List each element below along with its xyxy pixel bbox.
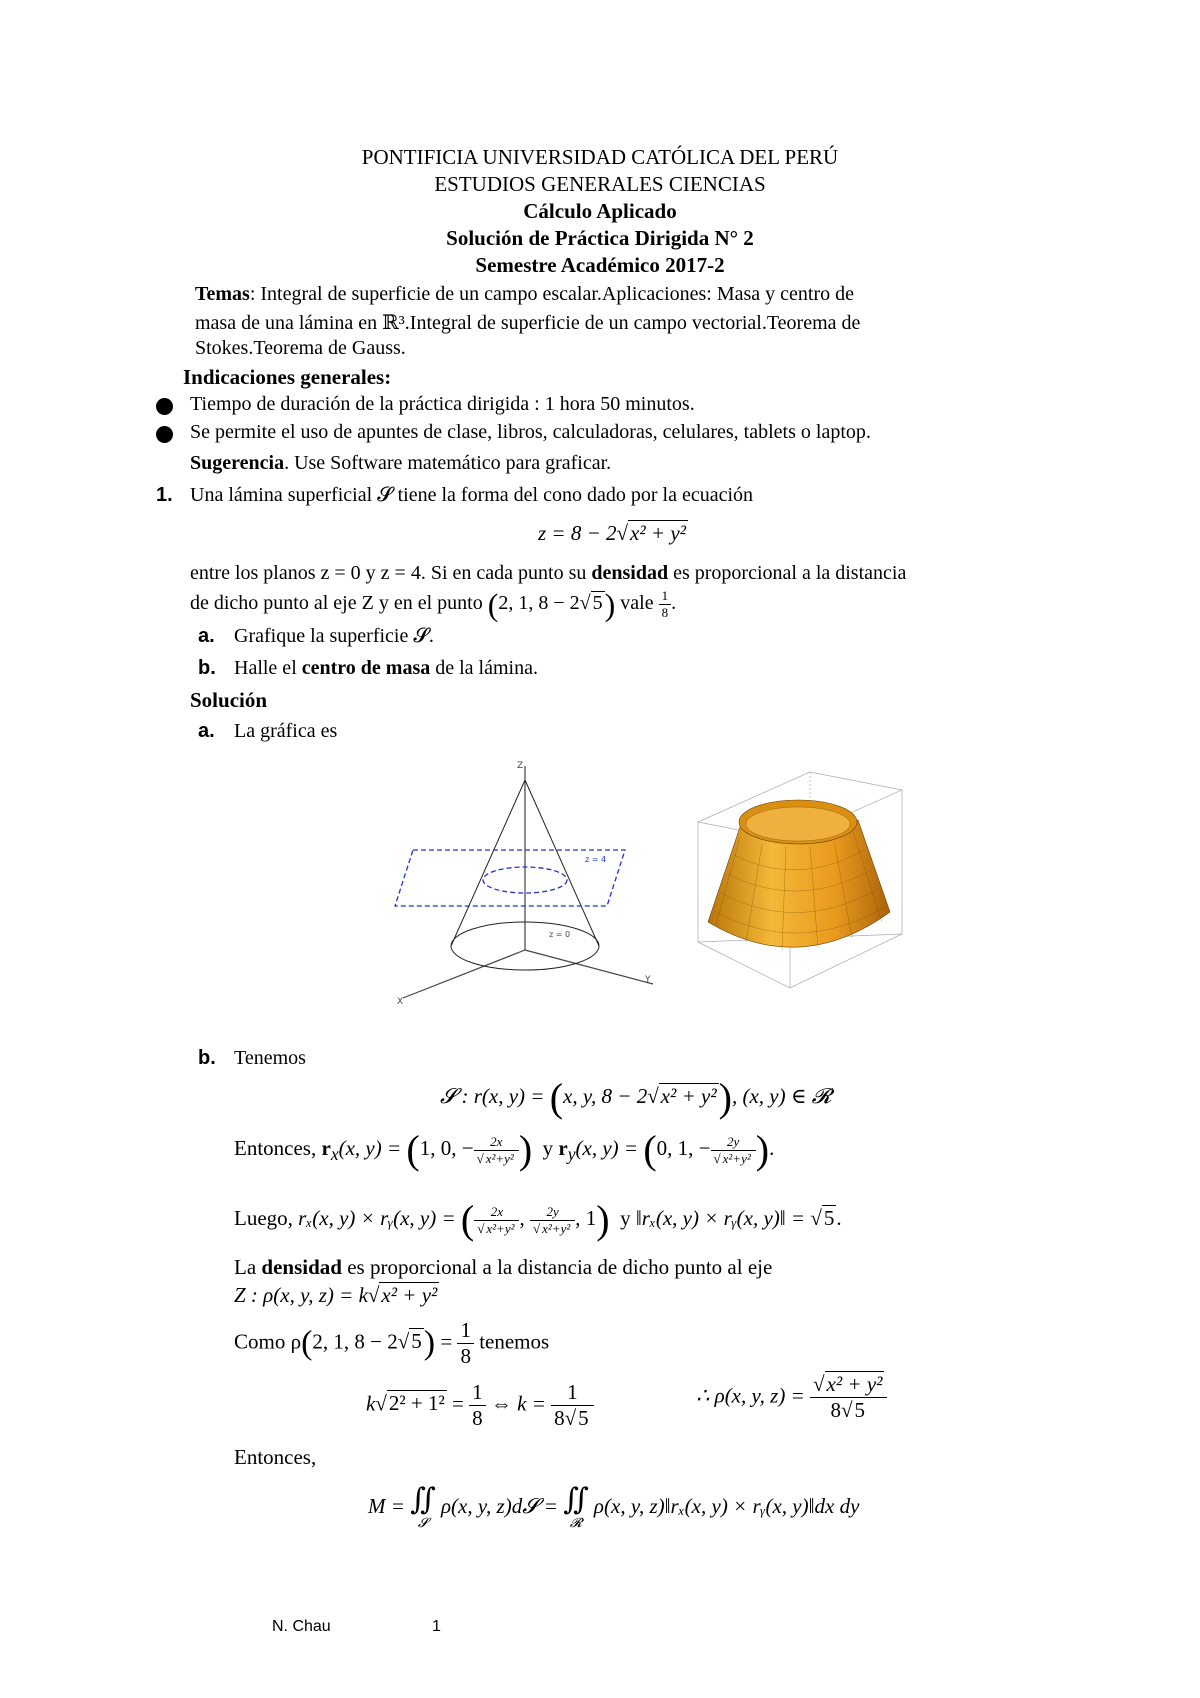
course-name: Cálculo Aplicado [523, 199, 677, 223]
como-radicand: 5 [411, 1329, 422, 1354]
problem-line-3: de dicho punto al eje Z y en el punto (2, 1, 8 − 2√ 5) vale $\frac{1}{8}$ . [190, 586, 677, 623]
k-denominator-2: 8 [554, 1406, 565, 1430]
como-point: 2, 1, 8 − 2 [312, 1329, 398, 1354]
ry-fraction: $\frac{2y}{\text{√ x²+y²}}$ [711, 1134, 756, 1167]
indicaciones-heading: Indicaciones generales: [183, 365, 392, 389]
integral-domain-r: 𝓡 [569, 1515, 582, 1530]
mass-lhs: M = [368, 1493, 411, 1518]
ry-args: (x, y) = [575, 1135, 644, 1160]
mass-rhs: ρ(x, y, z)‖rₓ(x, y) × rᵧ(x, y)‖dx dy [593, 1493, 860, 1518]
rho-denominator-radicand: 5 [854, 1398, 865, 1422]
rho-radicand: x² + y² [381, 1283, 438, 1307]
part-a-label: a. [198, 625, 215, 647]
k-symbol: k [366, 1391, 376, 1416]
cross-end: , 1 [575, 1205, 597, 1230]
cone-equation: z = 8 − 2√x² + y² [538, 521, 686, 545]
temas-line-1 [195, 283, 854, 306]
integral-domain-s: 𝓢 [417, 1515, 428, 1530]
bullet-icon [156, 426, 173, 443]
university-name: PONTIFICIA UNIVERSIDAD CATÓLICA DEL PERÚ [361, 145, 839, 169]
indicacion-item: Tiempo de duración de la práctica dirigida : 1 hora 50 minutos. [190, 393, 695, 415]
centro-de-masa-term: centro de masa [301, 657, 431, 679]
problem-number: 1. [156, 484, 173, 506]
frustum-3d-plot [690, 762, 910, 1002]
point-radicand: 5 [592, 592, 603, 615]
k-fraction-2: $\frac{1}{8√5}$ [551, 1380, 594, 1431]
param-domain: , (x, y) ∈ 𝓡 [731, 1083, 832, 1108]
rho-numerator-radicand: x² + y² [826, 1372, 883, 1396]
equation-lhs: z = 8 − 2 [538, 521, 617, 545]
faculty-name: ESTUDIOS GENERALES CIENCIAS [434, 172, 766, 196]
part-a-text: Grafique la superficie 𝓢. [234, 625, 434, 647]
k-fraction-1 [469, 1380, 486, 1431]
double-integral-symbol: ∬ [410, 1483, 436, 1516]
sugerencia-label: Sugerencia [190, 452, 285, 474]
ry-denominator: x²+y² [722, 1150, 751, 1166]
densidad-text-a: La [234, 1255, 262, 1279]
param-lhs: 𝓢 : r(x, y) = [440, 1083, 550, 1108]
temas-text-2a: masa de una lámina en [195, 312, 383, 334]
solution-heading: Solución [190, 688, 268, 712]
rx-fraction: $\frac{2x}{\text{√ x²+y²}}$ [474, 1134, 519, 1167]
rx-subscript: x [330, 1144, 339, 1164]
rx-components: 1, 0, − [419, 1135, 474, 1160]
entonces-line: Entonces, [234, 1445, 317, 1469]
temas-label: Temas [195, 283, 250, 305]
part-b-text [234, 657, 538, 680]
cross-denominator-1: x²+y² [486, 1220, 515, 1236]
ry-numerator: 2y [711, 1134, 756, 1151]
plane-z0-label: z = 0 [549, 930, 571, 939]
parametrization-equation: 𝓢 : r(x, y) = (x, y, 8 − 2√x² + y²), (x, y) ∈ 𝓡 [440, 1075, 832, 1120]
como-denominator: 8 [460, 1344, 471, 1368]
document-title: Solución de Práctica Dirigida N° 2 [446, 226, 754, 250]
mass-integral-equation [368, 1485, 859, 1531]
norm-radicand: 5 [823, 1205, 835, 1230]
solution-b-label: b. [198, 1047, 216, 1069]
luego-word: Luego, [234, 1205, 293, 1230]
k-numerator-2: 1 [551, 1380, 594, 1406]
temas-text-1: : Integral de superficie de un campo escalar.Aplicaciones: Masa y centro de [249, 283, 855, 305]
conjunction-y: y [620, 1205, 631, 1230]
ry-subscript: y [567, 1144, 576, 1164]
y-axis-label: Y [645, 975, 651, 985]
densidad-term: densidad [261, 1255, 342, 1279]
temas-line-3: Stokes.Teorema de Gauss. [195, 337, 406, 359]
densidad-line [234, 1255, 772, 1280]
semester-label: Semestre Académico 2017-2 [475, 253, 725, 277]
k-denominator-radicand: 5 [578, 1406, 589, 1430]
problem-statement: Una lámina superficial 𝓢 tiene la forma del cono dado por la ecuación [190, 484, 754, 506]
densidad-text-b: es proporcional a la distancia de dicho punto al eje [341, 1255, 773, 1279]
sugerencia-line [190, 452, 611, 475]
value-fraction [659, 588, 672, 621]
mass-middle: ρ(x, y, z)d𝓢 = [440, 1493, 564, 1518]
cross-product-line: Luego, rₓ(x, y) × rᵧ(x, y) = ( $\frac{2x}{\text{√ x²+y²}}$ , $\frac{2y}{\text{√ x²+y²}}$ , 1) y ‖rₓ(x, y) × rᵧ(x, y)‖ = √5. [234, 1197, 842, 1242]
como-fraction [457, 1318, 474, 1369]
indicacion-item: Se permite el uso de apuntes de clase, libros, calculadoras, celulares, tablets o laptop. [190, 421, 871, 443]
k-equals: = [446, 1391, 470, 1416]
bullet-icon [156, 398, 173, 415]
temas-text-2b: .Integral de superficie de un campo vectorial.Teorema de [404, 312, 861, 334]
frustum-top-inner [746, 807, 850, 841]
problem-text-3a: de dicho punto al eje Z y en el punto [190, 592, 488, 615]
problem-line-2 [190, 562, 906, 585]
cross-numerator-2: 2y [530, 1204, 575, 1221]
equation-radicand: x² + y² [630, 521, 686, 545]
solution-b-text: Tenemos [234, 1047, 306, 1069]
cone-side-left [451, 780, 525, 946]
como-numerator: 1 [457, 1318, 474, 1344]
entonces-word: Entonces, [234, 1135, 317, 1160]
part-b-text-b: de la lámina. [430, 657, 538, 679]
condition-line: Como ρ(2, 1, 8 − 2√5) = $\frac{1}{8}$ tenemos [234, 1318, 550, 1368]
como-end: tenemos [473, 1329, 550, 1354]
plane-z4-label: z = 4 [585, 855, 607, 864]
densidad-term: densidad [591, 562, 669, 584]
part-b-label: b. [198, 657, 216, 679]
double-integral-symbol: ∬ [563, 1483, 589, 1516]
problem-text-3b: vale [615, 592, 659, 615]
rx-args: (x, y) = [338, 1135, 407, 1160]
cross-denominator-2: x²+y² [542, 1220, 571, 1236]
k-iff: ⇔ k = [485, 1391, 552, 1416]
cross-fraction-1: $\frac{2x}{\text{√ x²+y²}}$ [474, 1204, 519, 1237]
period: . [671, 592, 677, 615]
problem-text-2a: entre los planos z = 0 y z = 4. Si en cada punto su [190, 562, 592, 584]
k-radicand: 2² + 1² [388, 1391, 445, 1416]
rho-fraction: $\frac{\text{√x² + y²}}{8√5}$ [810, 1372, 887, 1423]
ry-components: 0, 1, − [656, 1135, 711, 1160]
cone-diagram [385, 760, 665, 1010]
rho-definition: Z : ρ(x, y, z) = k [234, 1283, 368, 1307]
rho-final-line [696, 1372, 887, 1423]
partial-derivatives-line: Entonces, $r_x(x$, y) = (1, 0, − $\frac{2x}{\text{√ x²+y²}}$ ) y $r_y(x$, y) = (0, 1, − $\frac{2y}{\text{√ x²+y²}}$ ). [234, 1127, 775, 1172]
sugerencia-text: . Use Software matemático para graficar. [284, 452, 612, 474]
cross-lhs: rₓ(x, y) × rᵧ(x, y) = [298, 1205, 461, 1230]
part-b-text-a: Halle el [234, 657, 302, 679]
value-numerator: 1 [659, 588, 672, 605]
problem-text-2b: es proporcional a la distancia [668, 562, 907, 584]
norm-expression: ‖rₓ(x, y) × rᵧ(x, y)‖ = [635, 1205, 811, 1230]
therefore-rho: ∴ ρ(x, y, z) = [696, 1383, 811, 1408]
z-axis-label: Z [517, 761, 524, 771]
k-solution-line: k√2² + 1² = $\frac{1}{8}$ ⇔ k = $\frac{1}{8√5}$ [366, 1380, 594, 1431]
rx-numerator: 2x [474, 1134, 519, 1151]
conjunction-y: y [542, 1135, 554, 1160]
param-inner: x, y, 8 − 2 [563, 1083, 648, 1108]
param-radicand: x² + y² [660, 1083, 717, 1108]
solution-a-label: a. [198, 720, 215, 742]
como-text: Como ρ [234, 1329, 302, 1354]
k-denominator-1: 8 [472, 1406, 483, 1430]
cross-fraction-2: $\frac{2y}{\text{√ x²+y²}}$ [530, 1204, 575, 1237]
value-denominator: 8 [661, 605, 669, 620]
point-coords: 2, 1, 8 − 2 [498, 592, 580, 615]
rx-denominator: x²+y² [485, 1150, 514, 1166]
como-equals: = [435, 1329, 458, 1354]
footer-author: N. Chau [272, 1618, 331, 1635]
rx-vector: r [321, 1135, 331, 1160]
density-function: Z : ρ(x, y, z) = k√x² + y² [234, 1283, 438, 1307]
cross-numerator-1: 2x [474, 1204, 519, 1221]
temas-line-2 [195, 310, 860, 335]
x-axis [403, 950, 525, 998]
rho-denominator: 8 [830, 1398, 841, 1422]
k-numerator-1: 1 [469, 1380, 486, 1406]
r3-symbol: ℝ³ [382, 312, 405, 334]
solution-a-text: La gráfica es [234, 720, 338, 742]
page-number: 1 [432, 1618, 441, 1635]
x-axis-label: X [397, 997, 404, 1007]
ry-vector: r [558, 1135, 568, 1160]
y-axis [525, 950, 653, 984]
